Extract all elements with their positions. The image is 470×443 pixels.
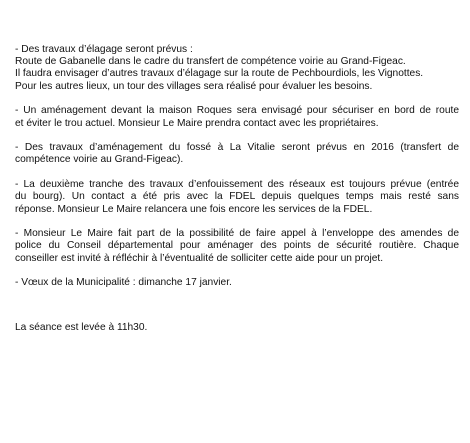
text-line: - Un aménagement devant la maison Roques sera envisagé pour sécuriser en bord de route <box>15 105 459 117</box>
text-line: compétence voirie au Grand-Figeac). <box>15 154 184 166</box>
text-line: du bourg). Un contact a été pris avec la FDEL depuis quelques temps mais resté sans <box>15 191 459 203</box>
text-line: - La deuxième tranche des travaux d’enfouissement des réseaux est toujours prévue (entrée <box>15 179 459 191</box>
text-line: - Des travaux d’élagage seront prévus : <box>15 44 193 55</box>
text-line: et éviter le trou actuel. Monsieur Le Maire prendra contact avec les propriétaires. <box>15 117 379 129</box>
text-line: conseiller est invité à réfléchir à l’éventualité de solliciter cette aide pour un projet. <box>15 252 384 264</box>
text-line: Route de Gabanelle dans le cadre du transfert de compétence voirie au Grand-Figeac. <box>15 56 406 68</box>
text-line: réponse. Monsieur Le Maire relancera une fois encore les services de la FDEL. <box>15 203 373 215</box>
paragraph-elagage <box>15 44 459 93</box>
paragraph-voeux <box>15 277 459 289</box>
document-page <box>15 44 459 347</box>
text-line: La séance est levée à 11h30. <box>15 322 148 334</box>
text-line: police du Conseil départemental pour aménager des points de sécurité routière. Chaque <box>15 240 459 252</box>
paragraph-amendes-police <box>15 228 459 265</box>
text-line: Il faudra envisager d’autres travaux d’élagage sur la route de Pechbourdiols, les Vignottes. <box>15 68 424 80</box>
text-line: - Vœux de la Municipalité : dimanche 17 janvier. <box>15 277 232 289</box>
spacer <box>15 302 459 322</box>
text-line: - Monsieur Le Maire fait part de la possibilité de faire appel à l’enveloppe des amendes de <box>15 228 459 240</box>
text-line: Pour les autres lieux, un tour des villages sera réalisé pour évaluer les besoins. <box>15 80 373 92</box>
paragraph-enfouissement <box>15 179 459 216</box>
closing-statement <box>15 322 459 334</box>
paragraph-maison-roques <box>15 105 459 129</box>
paragraph-fosse-vitalie <box>15 142 459 166</box>
text-line: - Des travaux d’aménagement du fossé à La Vitalie seront prévus en 2016 (transfert de <box>15 142 459 154</box>
